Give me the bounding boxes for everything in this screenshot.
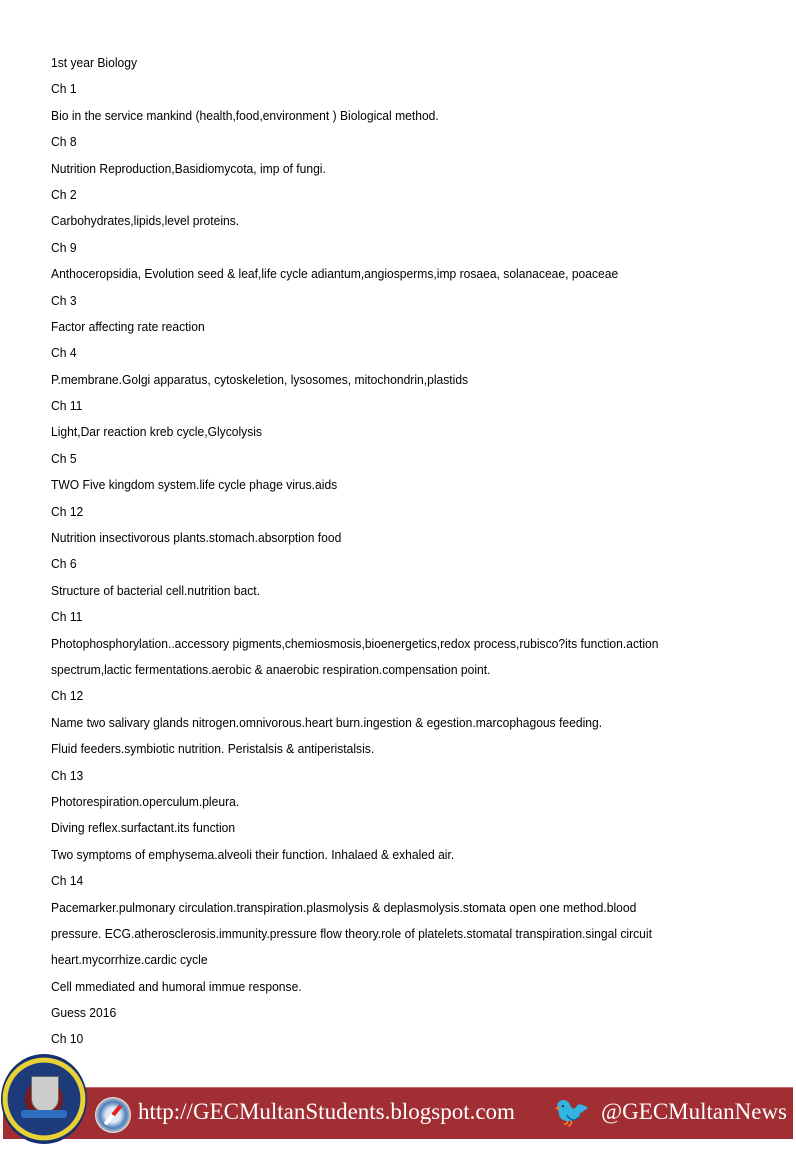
text-line: Cell mmediated and humoral immue response. [51,978,302,994]
chapter-heading: Ch 13 [51,767,84,783]
text-line: Guess 2016 [51,1005,117,1021]
chapter-heading: Ch 11 [51,609,83,625]
text-line: Factor affecting rate reaction [51,318,205,334]
twitter-bird-icon: 🐦 [553,1096,591,1129]
text-line: Diving reflex.surfactant.its function [51,820,236,836]
chapter-heading: Ch 12 [51,503,84,519]
text-line: P.membrane.Golgi apparatus, cytoskeletion, lysosomes, mitochondrin,plastids [51,371,469,387]
twitter-handle-link[interactable]: @GECMultanNews [601,1099,787,1124]
text-line: Name two salivary glands nitrogen.omnivorous.heart burn.ingestion & egestion.marcophagous feeding. [51,714,603,730]
text-line: spectrum,lactic fermentations.aerobic & anaerobic respiration.compensation point. [51,661,491,677]
text-line: TWO Five kingdom system.life cycle phage virus.aids [51,477,338,493]
chapter-heading: Ch 5 [51,450,77,466]
shield-icon [31,1076,59,1112]
chapter-heading: Ch 9 [51,239,77,255]
chapter-heading: Ch 12 [51,688,84,704]
document-title: 1st year Biology [51,55,138,70]
chapter-heading: Ch 1 [51,81,77,97]
chapter-heading: Ch 3 [51,292,77,308]
blog-url-link[interactable]: http://GECMultanStudents.blogspot.com [138,1099,515,1124]
text-line: Anthoceropsidia, Evolution seed & leaf,life cycle adiantum,angiosperms,imp rosaea, solanaceae, poaceae [51,266,619,282]
ribbon-icon [21,1110,67,1118]
chapter-heading: Ch 14 [51,873,84,889]
text-line: Light,Dar reaction kreb cycle,Glycolysis [51,424,262,440]
chapter-heading: Ch 8 [51,134,77,150]
text-line: Pacemarker.pulmonary circulation.transpiration.plasmolysis & deplasmolysis.stomata open one method.blood [51,899,637,915]
chapter-heading: Ch 4 [51,345,77,361]
text-line: Structure of bacterial cell.nutrition bact. [51,582,261,598]
text-line: Fluid feeders.symbiotic nutrition. Peristalsis & antiperistalsis. [51,741,375,757]
text-line: pressure. ECG.atherosclerosis.immunity.pressure flow theory.role of platelets.stomatal transpiration.singal circuit [51,925,652,941]
text-line: Photorespiration.operculum.pleura. [51,793,240,809]
chapter-heading: Ch 11 [51,398,83,414]
text-line: Nutrition Reproduction,Basidiomycota, imp of fungi. [51,160,326,176]
text-line: Photophosphorylation..accessory pigments,chemiosmosis,bioenergetics,redox process,rubisco?its function.action [51,635,659,651]
text-line: Carbohydrates,lipids,level proteins. [51,213,240,229]
document-body [51,50,771,1053]
college-logo [1,1054,87,1144]
chapter-heading: Ch 10 [51,1031,84,1047]
safari-compass-icon [95,1097,131,1133]
chapter-heading: Ch 6 [51,556,77,572]
text-line: Two symptoms of emphysema.alveoli their function. Inhalaed & exhaled air. [51,846,455,862]
text-line: heart.mycorrhize.cardic cycle [51,952,208,968]
text-line: Nutrition insectivorous plants.stomach.absorption food [51,530,342,546]
text-line: Bio in the service mankind (health,food,environment ) Biological method. [51,107,439,123]
chapter-heading: Ch 2 [51,186,77,202]
